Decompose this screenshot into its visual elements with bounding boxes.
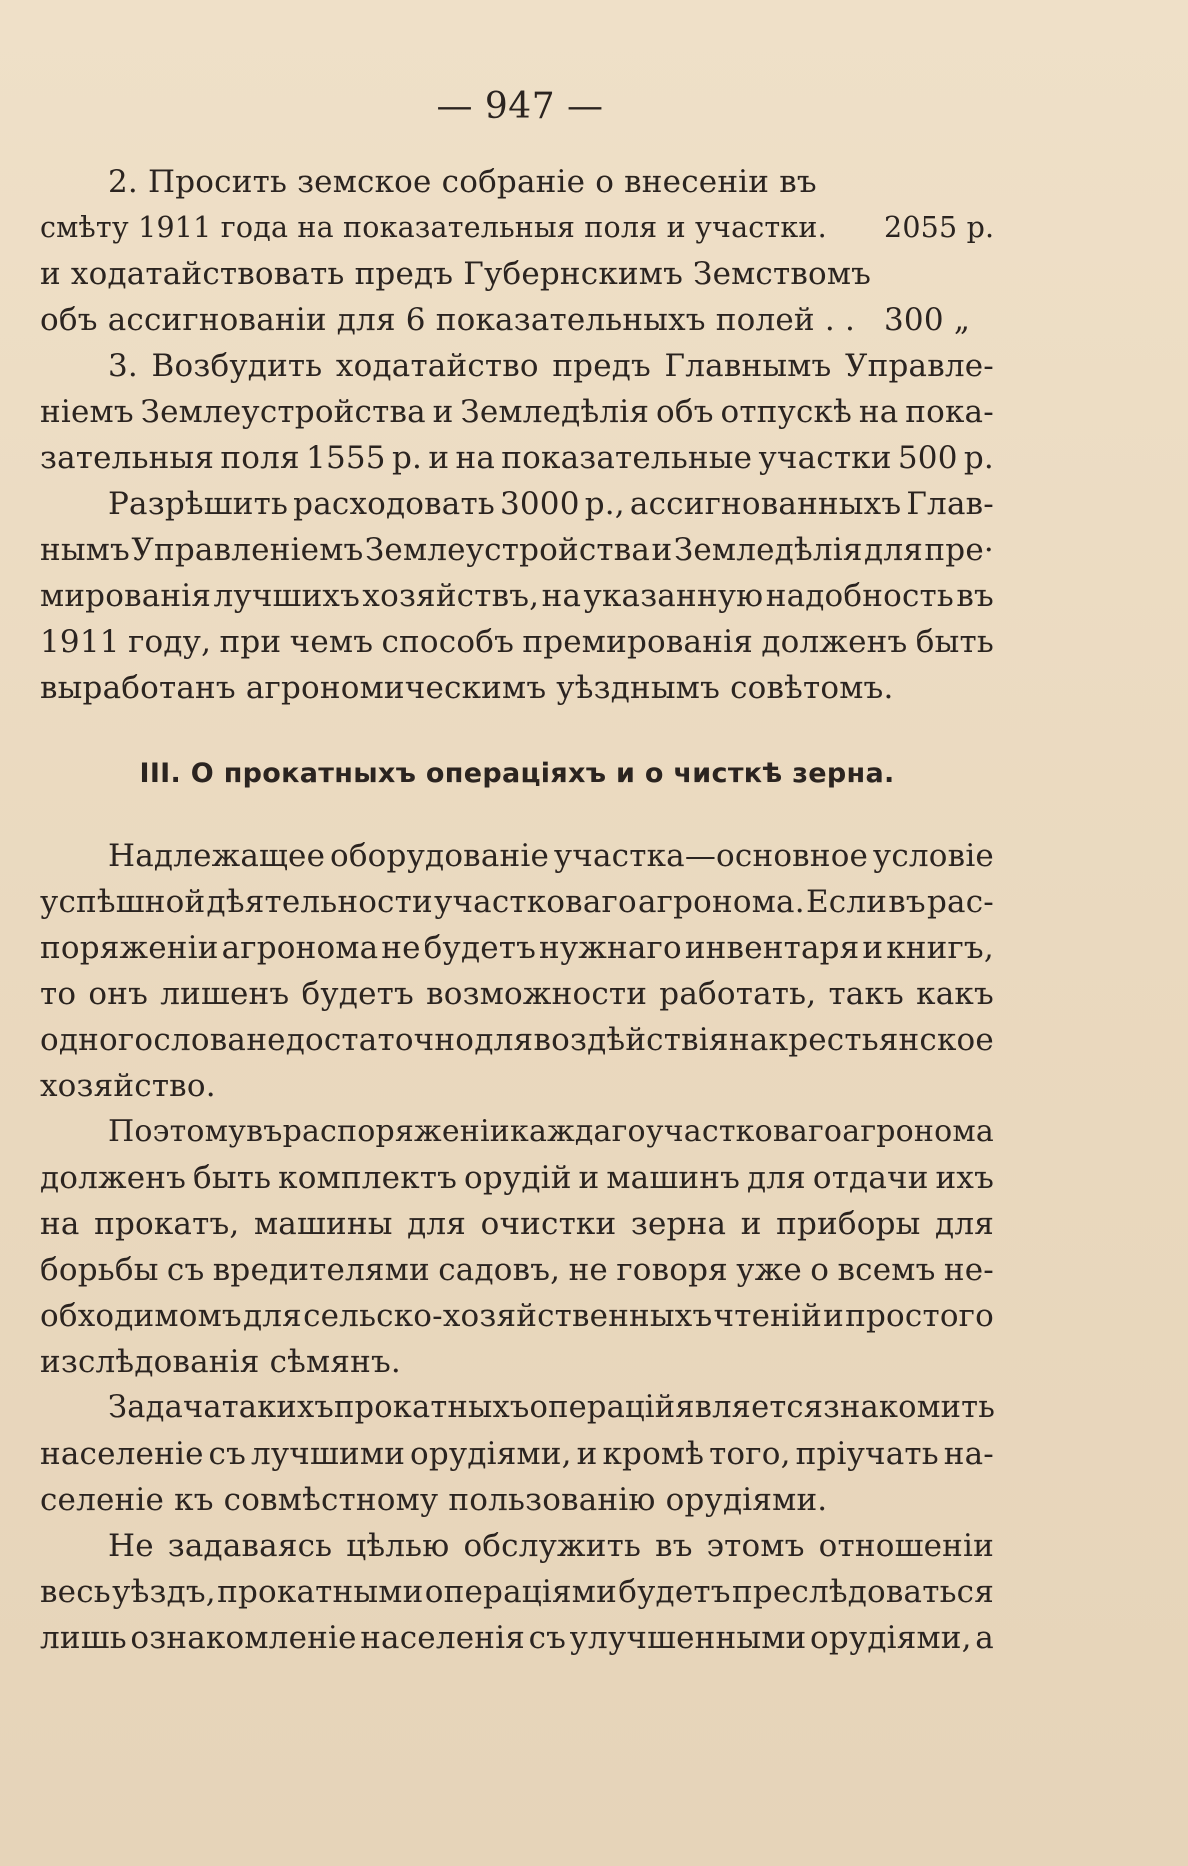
word: такъ bbox=[828, 976, 904, 1012]
word: агронома bbox=[842, 1114, 994, 1149]
word: Если bbox=[805, 884, 888, 920]
word: отпускѣ bbox=[720, 394, 853, 430]
page-number: — 947 — bbox=[436, 86, 604, 127]
word: хозяйствъ, bbox=[362, 578, 540, 614]
word: воздѣйствія bbox=[533, 1022, 729, 1058]
word: отношеніи bbox=[818, 1528, 994, 1564]
word: операцій bbox=[529, 1390, 676, 1425]
text-line: селеніе къ совмѣстному пользованію орудіями. bbox=[40, 1482, 828, 1518]
word: нужнаго bbox=[539, 930, 682, 966]
word: Глав- bbox=[906, 486, 994, 522]
text-line bbox=[40, 1112, 994, 1152]
word: нымъ bbox=[40, 532, 130, 568]
word: пока- bbox=[905, 394, 994, 430]
word: въ bbox=[655, 1528, 693, 1564]
word: участка—основное bbox=[553, 838, 869, 874]
word: въ bbox=[956, 578, 994, 614]
text-line bbox=[40, 974, 994, 1014]
word: лишенъ bbox=[160, 976, 290, 1012]
text-line: изслѣдованія сѣмянъ. bbox=[40, 1344, 401, 1380]
word: о bbox=[810, 1252, 830, 1288]
word: способъ bbox=[381, 624, 514, 660]
word: р., bbox=[584, 486, 625, 522]
word: населеніе bbox=[40, 1436, 204, 1472]
word: говоря bbox=[616, 1252, 728, 1288]
text-line bbox=[40, 208, 994, 248]
word: съ bbox=[208, 1436, 247, 1472]
word: р. bbox=[963, 440, 994, 476]
word: долженъ bbox=[761, 624, 908, 660]
word: Управле- bbox=[845, 348, 994, 384]
word: пре· bbox=[924, 532, 994, 568]
word: кромѣ bbox=[602, 1436, 705, 1472]
word: для bbox=[474, 1022, 534, 1058]
word: ассигнованныхъ bbox=[629, 486, 902, 522]
word: ознакомленіе bbox=[130, 1620, 357, 1656]
word: и bbox=[823, 1298, 844, 1334]
word: не- bbox=[943, 1252, 994, 1288]
word: на bbox=[728, 1022, 769, 1058]
word: объ bbox=[655, 394, 714, 430]
word: показательные bbox=[501, 440, 753, 476]
word: лишь bbox=[40, 1620, 127, 1656]
word: уже bbox=[736, 1252, 802, 1288]
word: Управленіемъ bbox=[131, 532, 364, 568]
text-line bbox=[40, 1434, 994, 1474]
word: сельско-хозяйственныхъ bbox=[303, 1298, 713, 1334]
word: чемъ bbox=[289, 624, 374, 660]
word: орудій bbox=[463, 1160, 572, 1196]
word: борьбы bbox=[40, 1252, 159, 1288]
text-line bbox=[40, 1250, 994, 1290]
text-line: хозяйство. bbox=[40, 1068, 216, 1104]
word: задаваясь bbox=[167, 1528, 333, 1564]
word: поряженіи bbox=[40, 930, 219, 966]
text-line-lead: смѣту 1911 года на показательныя поля и участки. bbox=[40, 211, 827, 244]
word: Разрѣшить bbox=[108, 486, 289, 522]
word: прокатъ, bbox=[94, 1206, 240, 1242]
word: для bbox=[935, 1206, 994, 1242]
word: лучшихъ bbox=[213, 578, 361, 614]
word: каждаго bbox=[510, 1114, 646, 1149]
word: 3. bbox=[108, 348, 138, 384]
word: ходатайство bbox=[335, 348, 539, 384]
word: то bbox=[40, 976, 77, 1012]
text-line bbox=[40, 1158, 994, 1198]
word: не bbox=[568, 1252, 608, 1288]
word: инвентаря bbox=[684, 930, 860, 966]
word: 1911 bbox=[40, 624, 120, 660]
word: ніемъ bbox=[40, 394, 134, 430]
text-line bbox=[40, 622, 994, 662]
text-line bbox=[40, 882, 994, 922]
text-line bbox=[40, 576, 994, 616]
word: для bbox=[407, 1206, 467, 1242]
word: на- bbox=[943, 1436, 994, 1472]
word: не bbox=[381, 930, 421, 966]
text-line bbox=[40, 484, 994, 524]
word: быть bbox=[193, 1160, 272, 1196]
word: улучшенными bbox=[569, 1620, 807, 1656]
word: орудіями, bbox=[409, 1436, 572, 1472]
text-line: и ходатайствовать предъ Губернскимъ Земствомъ bbox=[40, 256, 872, 292]
text-line bbox=[40, 836, 994, 876]
word: поля bbox=[220, 440, 300, 476]
word: будетъ bbox=[618, 1574, 731, 1610]
word: весь bbox=[40, 1574, 111, 1610]
word: дѣятельности bbox=[206, 884, 433, 920]
word: ихъ bbox=[935, 1160, 994, 1196]
word: вредителями bbox=[212, 1252, 430, 1288]
word: р. bbox=[391, 440, 423, 476]
word: чтеній bbox=[713, 1298, 822, 1334]
word: Возбудить bbox=[151, 348, 323, 384]
text-line: выработанъ агрономическимъ уѣзднымъ совѣтомъ. bbox=[40, 670, 894, 706]
word: очистки bbox=[480, 1206, 617, 1242]
word: одного bbox=[40, 1022, 154, 1058]
word: работать, bbox=[659, 976, 817, 1012]
word: будетъ bbox=[301, 976, 414, 1012]
word: операціями bbox=[424, 1574, 617, 1610]
word: расходовать bbox=[293, 486, 495, 522]
word: орудіями, bbox=[809, 1620, 972, 1656]
word: Задача bbox=[108, 1390, 222, 1425]
word: агронома. bbox=[637, 884, 805, 920]
word: Надлежащее bbox=[108, 838, 326, 874]
word: и bbox=[576, 1436, 598, 1472]
text-line bbox=[40, 438, 994, 478]
word: надобность bbox=[765, 578, 954, 614]
word: для bbox=[864, 532, 923, 568]
word: лучшими bbox=[250, 1436, 406, 1472]
text-line bbox=[40, 1526, 994, 1566]
word: Главнымъ bbox=[664, 348, 832, 384]
word: съ bbox=[528, 1620, 567, 1656]
word: условіе bbox=[872, 838, 994, 874]
word: знакомить bbox=[823, 1390, 996, 1425]
word: уѣздъ, bbox=[112, 1574, 216, 1610]
word: при bbox=[219, 624, 282, 660]
word: 500 bbox=[897, 440, 958, 476]
text-line bbox=[40, 928, 994, 968]
word: отдачи bbox=[812, 1160, 929, 1196]
word: недостаточно bbox=[246, 1022, 475, 1058]
word: этомъ bbox=[706, 1528, 805, 1564]
word: 3000 bbox=[499, 486, 580, 522]
amount-300: 300 „ bbox=[884, 302, 971, 338]
word: участковаго bbox=[434, 884, 637, 920]
word: и bbox=[432, 394, 454, 430]
word: садовъ, bbox=[438, 1252, 561, 1288]
word: долженъ bbox=[40, 1160, 187, 1196]
word: обходимомъ bbox=[40, 1298, 242, 1334]
word: на bbox=[455, 440, 496, 476]
word: на bbox=[541, 578, 582, 614]
word: въ bbox=[888, 884, 926, 920]
word: на bbox=[858, 394, 899, 430]
text-line bbox=[40, 1572, 994, 1612]
text-line bbox=[40, 1020, 994, 1060]
word: успѣшной bbox=[40, 884, 206, 920]
word: обслужить bbox=[463, 1528, 642, 1564]
text-line bbox=[40, 346, 994, 386]
word: премированія bbox=[522, 624, 753, 660]
text-line-lead: объ ассигнованіи для 6 показательныхъ полей . . bbox=[40, 302, 856, 338]
word: является bbox=[675, 1390, 824, 1425]
word: приборы bbox=[776, 1206, 921, 1242]
word: для bbox=[746, 1160, 806, 1196]
word: будетъ bbox=[423, 930, 537, 966]
word: комплектъ bbox=[278, 1160, 458, 1196]
word: на bbox=[40, 1206, 80, 1242]
word: для bbox=[242, 1298, 302, 1334]
text-line bbox=[40, 300, 994, 340]
word: прокатныхъ bbox=[333, 1390, 530, 1425]
word: и bbox=[740, 1206, 762, 1242]
word: всемъ bbox=[837, 1252, 936, 1288]
text-line bbox=[40, 1618, 994, 1658]
word: распоряженіи bbox=[282, 1114, 510, 1149]
text-line bbox=[40, 530, 994, 570]
section-heading: III. О прокатныхъ операціяхъ и о чисткѣ зерна. bbox=[139, 758, 895, 789]
word: Земледѣлія bbox=[460, 394, 650, 430]
word: мированія bbox=[40, 578, 212, 614]
word: участковаго bbox=[645, 1114, 843, 1149]
word: и bbox=[428, 440, 450, 476]
word: возможности bbox=[426, 976, 648, 1012]
word: и bbox=[862, 930, 884, 966]
text-line bbox=[40, 1388, 994, 1428]
text-line bbox=[40, 1296, 994, 1336]
text-line: 2. Просить земское собраніе о внесеніи въ bbox=[108, 164, 817, 200]
word: указанную bbox=[583, 578, 764, 614]
word: Землеустройства bbox=[364, 532, 651, 568]
word: участки bbox=[758, 440, 892, 476]
word: слова bbox=[153, 1022, 247, 1058]
word: предъ bbox=[552, 348, 651, 384]
word: агронома bbox=[221, 930, 379, 966]
word: цѣлью bbox=[346, 1528, 450, 1564]
word: простого bbox=[845, 1298, 994, 1334]
word: книгъ, bbox=[886, 930, 994, 966]
word: населенія bbox=[360, 1620, 526, 1656]
amount-2055: 2055 р. bbox=[884, 211, 995, 244]
word: Не bbox=[108, 1528, 154, 1564]
word: такихъ bbox=[221, 1390, 334, 1425]
word: и bbox=[578, 1160, 600, 1196]
word: прокатными bbox=[217, 1574, 424, 1610]
word: рас- bbox=[926, 884, 994, 920]
word: съ bbox=[166, 1252, 205, 1288]
word: оборудованіе bbox=[329, 838, 550, 874]
word: 1555 bbox=[306, 440, 386, 476]
word: зательныя bbox=[40, 440, 215, 476]
word: году, bbox=[128, 624, 212, 660]
word: пріучать bbox=[795, 1436, 939, 1472]
word: машинъ bbox=[606, 1160, 741, 1196]
word: въ bbox=[246, 1114, 283, 1149]
word: а bbox=[975, 1620, 994, 1656]
word: зерна bbox=[630, 1206, 727, 1242]
word: того, bbox=[709, 1436, 791, 1472]
word: Землеустройства bbox=[140, 394, 426, 430]
text-line bbox=[40, 392, 994, 432]
word: Поэтому bbox=[108, 1114, 247, 1149]
word: быть bbox=[915, 624, 994, 660]
word: онъ bbox=[88, 976, 149, 1012]
word: машины bbox=[253, 1206, 393, 1242]
word: какъ bbox=[916, 976, 994, 1012]
word: преслѣдоваться bbox=[731, 1574, 994, 1610]
text-line bbox=[40, 1204, 994, 1244]
word: Земледѣлія bbox=[673, 532, 863, 568]
word: и bbox=[651, 532, 673, 568]
word: крестьянское bbox=[768, 1022, 994, 1058]
